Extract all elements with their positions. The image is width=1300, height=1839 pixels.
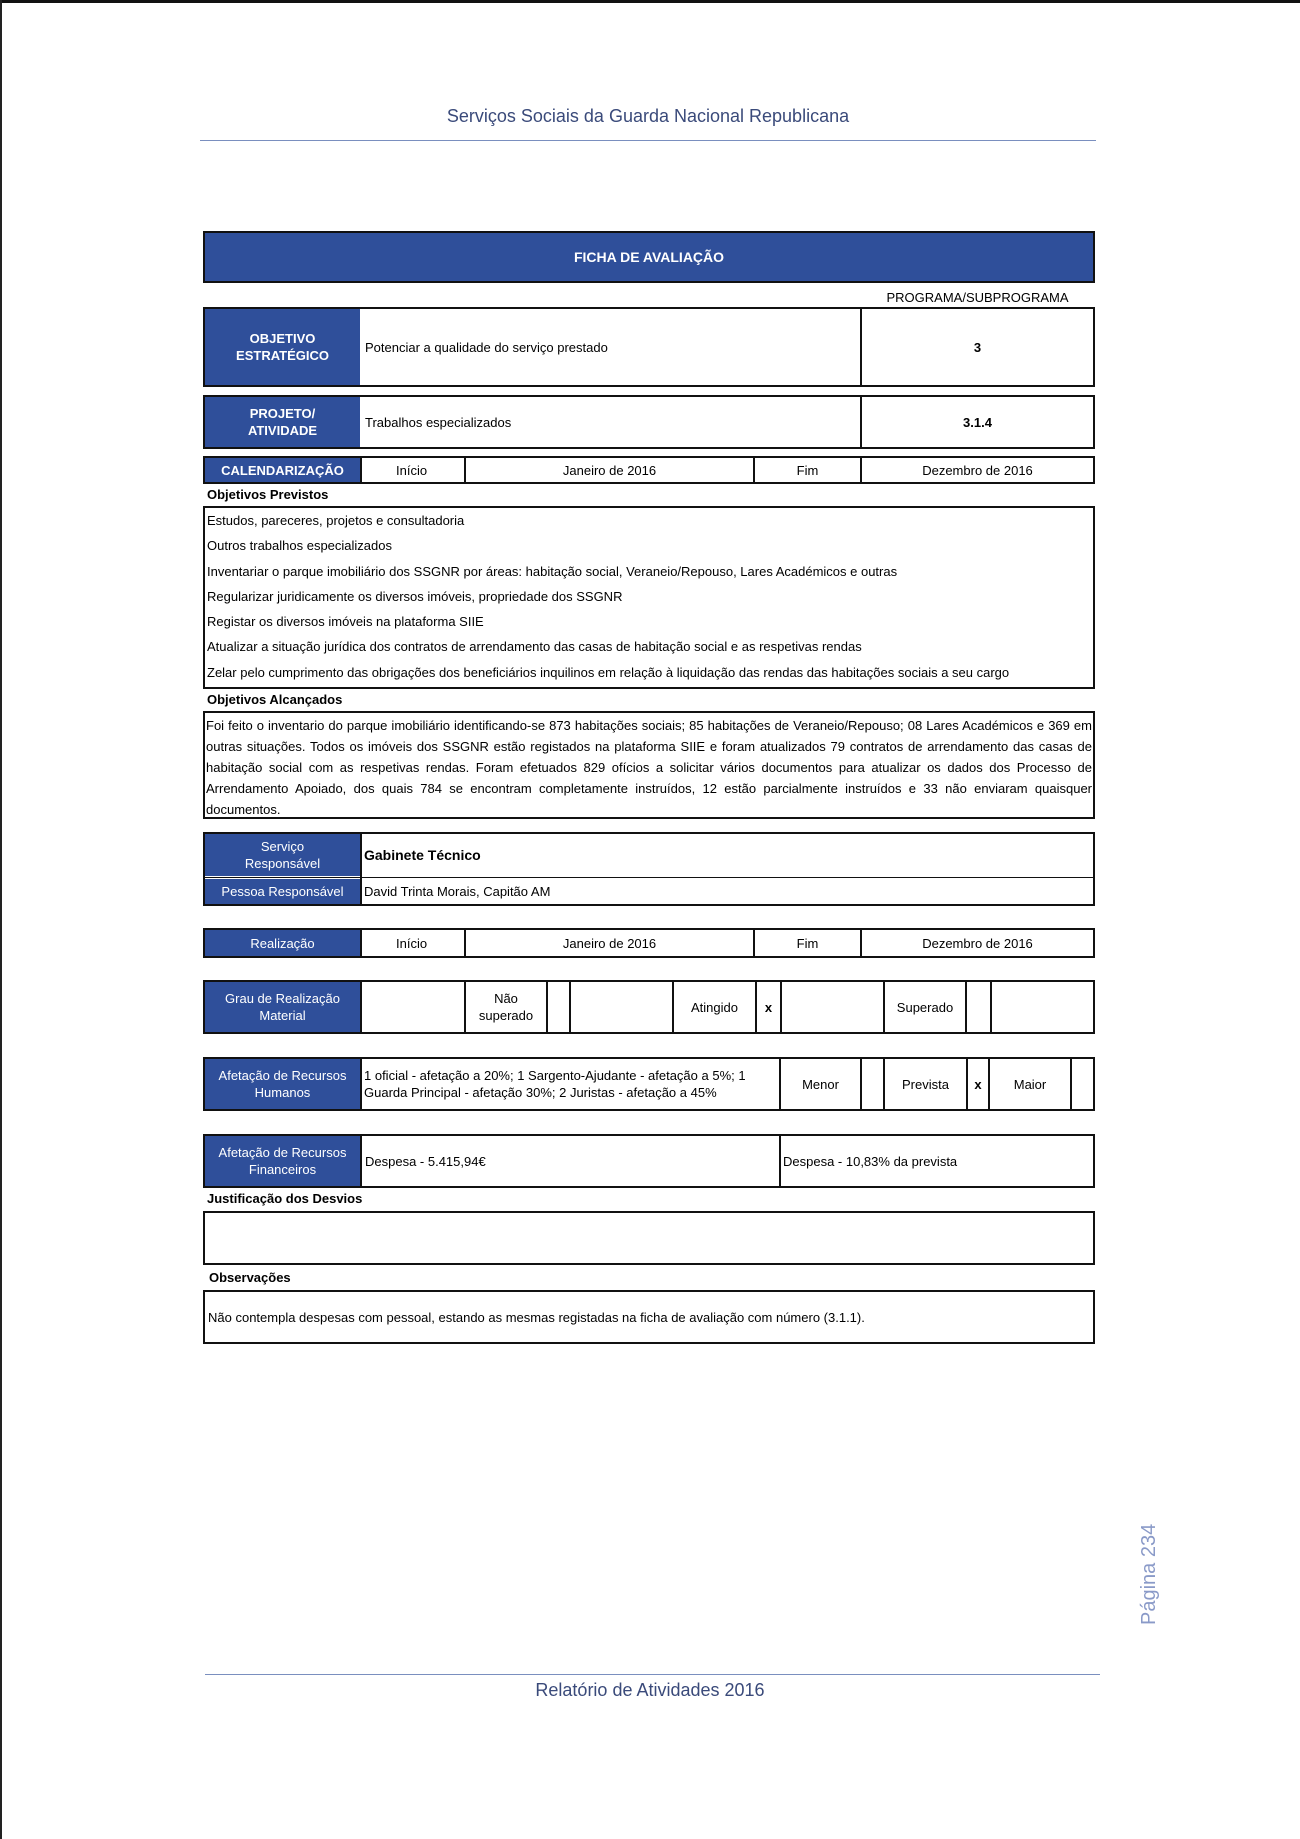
rf-despesa: Despesa - 5.415,94€ <box>365 1153 486 1169</box>
footer-divider <box>205 1674 1100 1675</box>
rh-prevista-mark: x <box>974 1076 982 1092</box>
previsto-item: Atualizar a situação jurídica dos contratos de arrendamento das casas de habitação social e as respetivas rendas <box>207 639 862 654</box>
previsto-item: Inventariar o parque imobiliário dos SSGNR por áreas: habitação social, Veraneio/Repouso, Lares Académicos e outras <box>207 564 898 579</box>
divider <box>360 928 362 958</box>
previstos-label: Objetivos Previstos <box>207 487 329 502</box>
grau-nao-superado: Não superado <box>478 991 534 1023</box>
alcancados-label: Objetivos Alcançados <box>207 692 343 707</box>
divider <box>1070 1057 1072 1111</box>
servico-label: Serviço Responsável <box>205 834 360 876</box>
pessoa-value: David Trinta Morais, Capitão AM <box>364 884 551 899</box>
pessoa-label: Pessoa Responsável <box>205 879 360 904</box>
projeto-text: Trabalhos especializados <box>365 414 512 430</box>
grau-atingido-mark: x <box>764 999 773 1015</box>
divider <box>360 456 362 484</box>
divider <box>360 980 362 1034</box>
divider <box>780 980 782 1034</box>
divider <box>360 832 362 906</box>
servico-value: Gabinete Técnico <box>364 846 481 863</box>
scan-border-left <box>0 0 2 1839</box>
previsto-item: Estudos, pareceres, projetos e consultadoria <box>207 513 465 528</box>
calendarizacao-inicio: Janeiro de 2016 <box>562 462 657 478</box>
rh-label: Afetação de Recursos Humanos <box>205 1059 360 1109</box>
calendarizacao-label: CALENDARIZAÇÃO <box>205 458 360 482</box>
divider <box>965 980 967 1034</box>
rf-despesa-pct: Despesa - 10,83% da prevista <box>783 1153 958 1169</box>
realizacao-inicio-label: Início <box>396 935 428 951</box>
scan-border-top <box>0 0 1300 3</box>
objetivo-text: Potenciar a qualidade do serviço prestado <box>365 339 608 355</box>
objetivo-label: OBJETIVO ESTRATÉGICO <box>205 309 360 385</box>
realizacao-inicio: Janeiro de 2016 <box>562 935 657 951</box>
realizacao-fim-label: Fim <box>796 935 819 951</box>
rh-text: 1 oficial - afetação a 20%; 1 Sargento-Ajudante - afetação a 5%; 1 Guarda Principal - afetação 30%; 2 Juristas - afetação a 45% <box>364 1068 746 1100</box>
previsto-item: Registar os diversos imóveis na plataforma SIIE <box>207 614 484 629</box>
calendarizacao-fim-label: Fim <box>796 462 819 478</box>
divider <box>360 1057 362 1111</box>
page-footer: Relatório de Atividades 2016 <box>535 1680 765 1700</box>
calendarizacao-inicio-label: Início <box>396 462 428 478</box>
divider <box>360 1134 362 1188</box>
divider <box>546 980 548 1034</box>
previsto-item: Outros trabalhos especializados <box>207 538 392 553</box>
divider <box>990 980 992 1034</box>
rh-menor: Menor <box>802 1076 839 1092</box>
projeto-code: 3.1.4 <box>963 414 992 430</box>
realizacao-label: Realização <box>205 930 360 956</box>
form-title: FICHA DE AVALIAÇÃO <box>203 231 1095 283</box>
page-header: Serviços Sociais da Guarda Nacional Republicana <box>446 106 850 126</box>
grau-atingido: Atingido <box>691 999 738 1015</box>
previsto-item: Zelar pelo cumprimento das obrigações dos beneficiários inquilinos em relação à liquidação das rendas das habitações sociais a seu cargo <box>207 665 1010 680</box>
objetivo-code: 3 <box>973 339 982 355</box>
divider <box>569 980 571 1034</box>
justificacao-text <box>208 1213 1088 1263</box>
justificacao-label: Justificação dos Desvios <box>207 1191 363 1206</box>
grau-superado: Superado <box>896 999 954 1015</box>
previsto-item: Regularizar juridicamente os diversos imóveis, propriedade dos SSGNR <box>207 589 623 604</box>
divider <box>779 1134 781 1188</box>
divider <box>860 1057 862 1111</box>
divider <box>203 877 1095 878</box>
projeto-label: PROJETO/ ATIVIDADE <box>205 397 360 447</box>
rh-prevista: Prevista <box>902 1076 949 1092</box>
alcancados-text: Foi feito o inventario do parque imobiliário identificando-se 873 habitações sociais; 85 habitações de Veraneio/Repouso; 08 Lares Académicos e 369 em outras situações. Todos os imóveis dos SSGNR estão registados na plataforma SIIE e foram atualizados 79 contratos de arrendamento das casas de habitação social com as respetivas rendas. Foram efetuados 829 ofícios a solicitar vários documentos para atualizar os dados dos Processo de Arrendamento Apoiado, dos quais 784 se encontram completamente instruídos, 12 estão parcialmente instruídos e 33 não enviaram quaisquer documentos. <box>206 718 1092 817</box>
grau-label: Grau de Realização Material <box>205 982 360 1032</box>
rh-maior: Maior <box>1013 1076 1047 1092</box>
realizacao-fim: Dezembro de 2016 <box>922 935 1033 951</box>
observacoes-label: Observações <box>209 1270 291 1285</box>
header-divider <box>200 140 1096 141</box>
page-number: Página 234 <box>1138 1523 1160 1625</box>
rf-label: Afetação de Recursos Financeiros <box>205 1136 360 1186</box>
calendarizacao-fim: Dezembro de 2016 <box>922 462 1033 478</box>
programa-label: PROGRAMA/SUBPROGRAMA <box>886 289 1069 305</box>
observacoes-text: Não contempla despesas com pessoal, estando as mesmas registadas na ficha de avaliação com número (3.1.1). <box>208 1309 865 1325</box>
